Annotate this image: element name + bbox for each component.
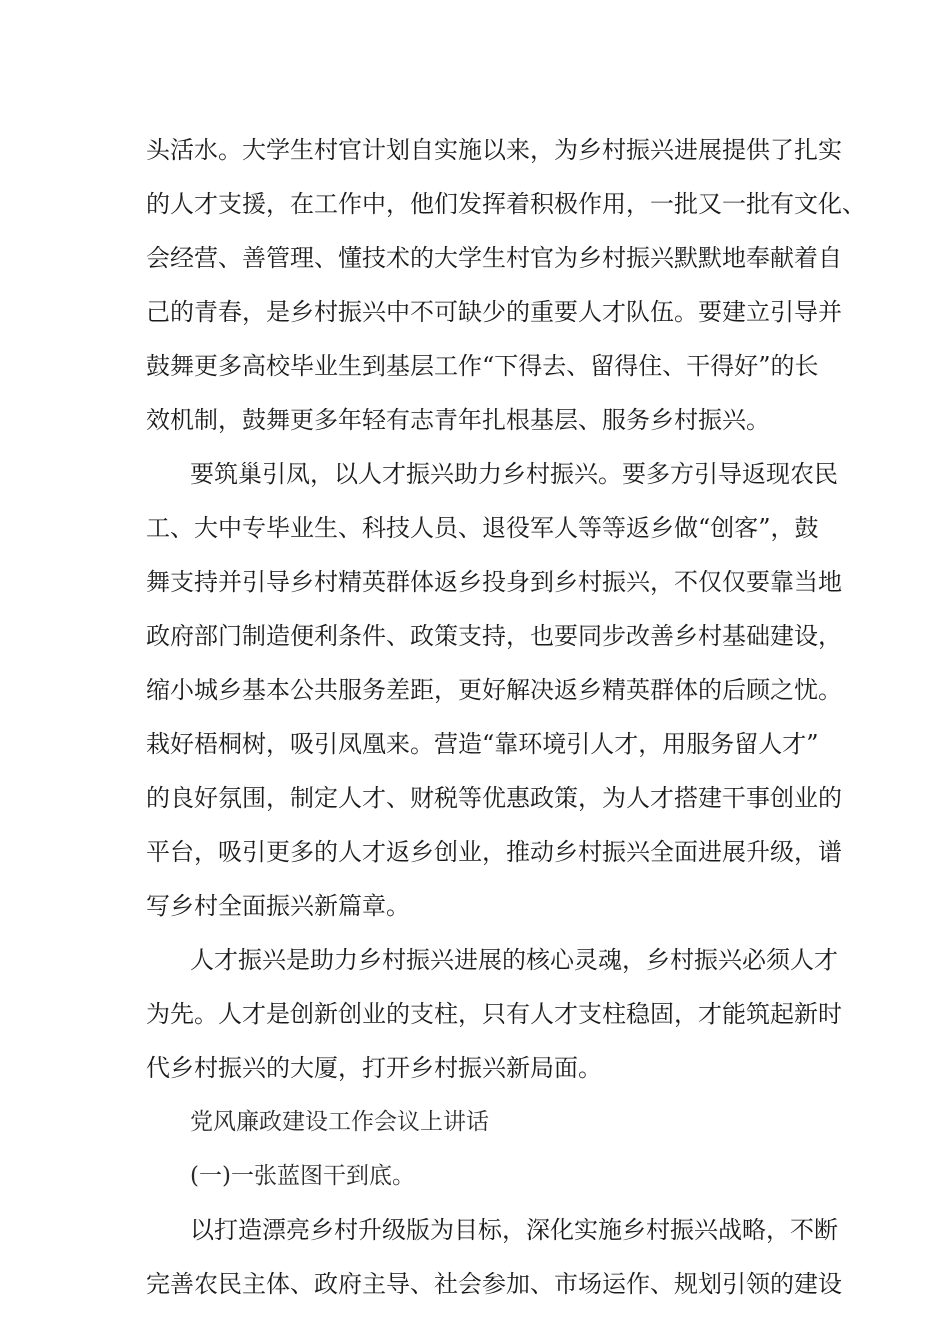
text-line: 效机制，鼓舞更多年轻有志青年扎根基层、服务乡村振兴。 [146, 406, 770, 434]
text-line: 的人才支援，在工作中，他们发挥着积极作用，一批又一批有文化、 [146, 190, 866, 218]
text-line: 的良好氛围，制定人才、财税等优惠政策，为人才搭建干事创业的 [146, 784, 842, 812]
text-line: 己的青春，是乡村振兴中不可缺少的重要人才队伍。要建立引导并 [146, 298, 842, 326]
text-line: 栽好梧桐树，吸引凤凰来。营造“靠环境引人才，用服务留人才” [146, 730, 819, 758]
text-line: 代乡村振兴的大厦，打开乡村振兴新局面。 [146, 1054, 602, 1082]
text-line: 完善农民主体、政府主导、社会参加、市场运作、规划引领的建设 [146, 1270, 842, 1298]
section-heading: (一)一张蓝图干到底。 [190, 1163, 415, 1189]
text-line: 会经营、善管理、懂技术的大学生村官为乡村振兴默默地奉献着自 [146, 244, 842, 272]
paragraph-first-line: 人才振兴是助力乡村振兴进展的核心灵魂，乡村振兴必须人才 [190, 946, 838, 974]
text-line: 鼓舞更多高校毕业生到基层工作“下得去、留得住、干得好”的长 [146, 352, 819, 380]
text-line: 为先。人才是创新创业的支柱，只有人才支柱稳固，才能筑起新时 [146, 1000, 842, 1028]
text-line: 缩小城乡基本公共服务差距，更好解决返乡精英群体的后顾之忧。 [146, 676, 842, 704]
text-line: 头活水。大学生村官计划自实施以来，为乡村振兴进展提供了扎实 [146, 136, 842, 164]
text-line: 舞支持并引导乡村精英群体返乡投身到乡村振兴，不仅仅要靠当地 [146, 568, 842, 596]
text-line: 政府部门制造便利条件、政策支持，也要同步改善乡村基础建设， [146, 622, 842, 650]
paragraph-first-line: 以打造漂亮乡村升级版为目标，深化实施乡村振兴战略，不断 [190, 1216, 838, 1244]
text-line: 工、大中专毕业生、科技人员、退役军人等等返乡做“创客”，鼓 [146, 514, 819, 542]
paragraph-first-line: 要筑巢引凤，以人才振兴助力乡村振兴。要多方引导返现农民 [190, 460, 838, 488]
text-line: 写乡村全面振兴新篇章。 [146, 892, 410, 920]
section-title: 党风廉政建设工作会议上讲话 [190, 1109, 489, 1135]
text-line: 平台，吸引更多的人才返乡创业，推动乡村振兴全面进展升级，谱 [146, 838, 842, 866]
